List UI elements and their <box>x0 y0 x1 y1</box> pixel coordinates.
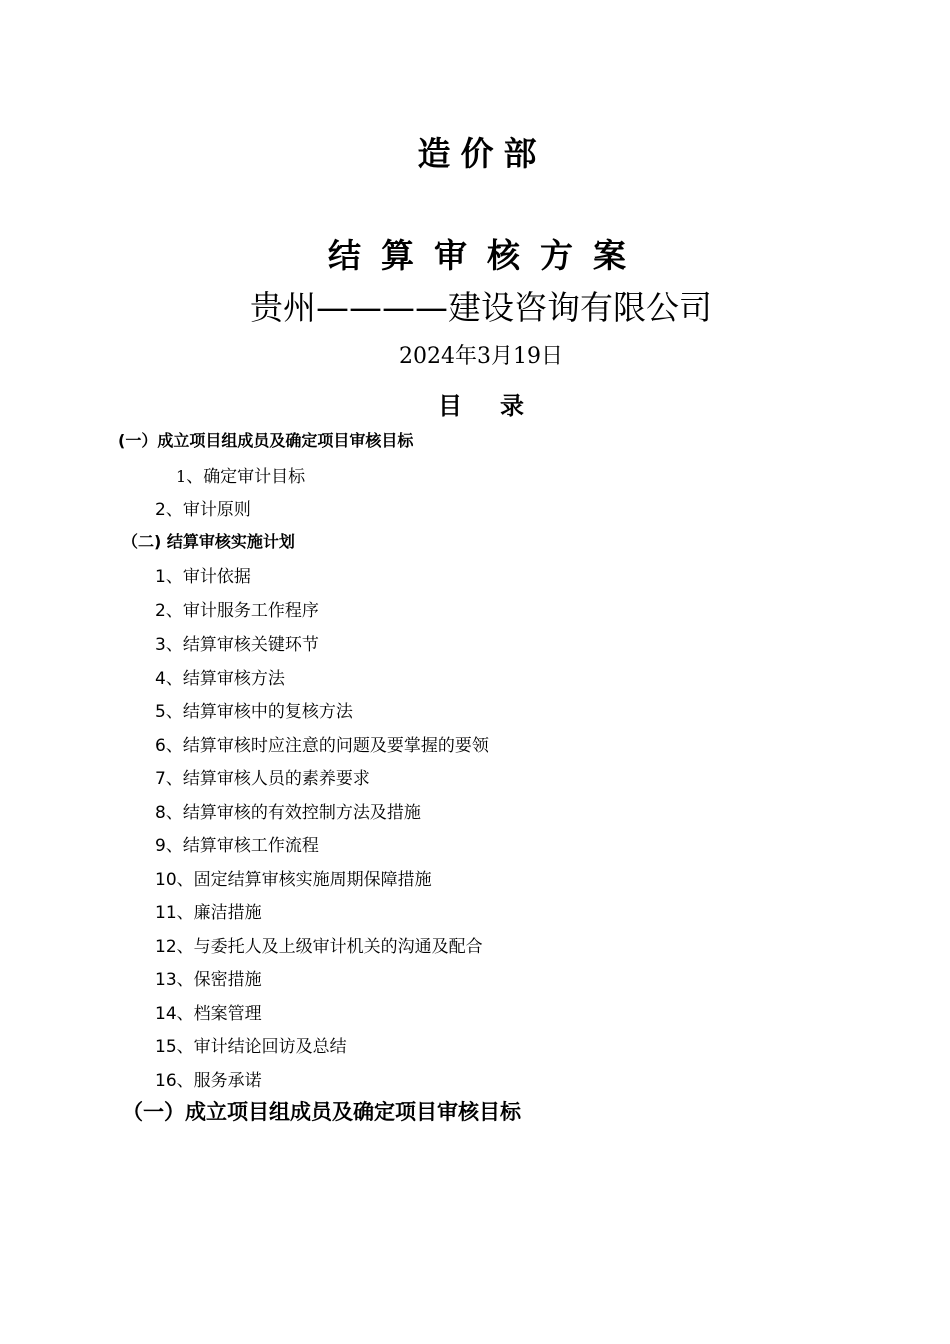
toc-item-number: 15 <box>155 1037 177 1057</box>
toc-item-2-16[interactable] <box>155 1066 262 1091</box>
toc-item-number: 11 <box>155 903 177 923</box>
toc-item-text: 保密措施 <box>193 970 262 990</box>
toc-item-text: 固定结算审核实施周期保障措施 <box>193 870 432 890</box>
toc-item-1-2[interactable] <box>155 495 251 520</box>
toc-item-2-15[interactable] <box>155 1032 347 1057</box>
toc-item-separator: 、 <box>176 870 194 890</box>
toc-item-number: 1 <box>176 467 187 486</box>
toc-item-2-11[interactable] <box>155 898 262 923</box>
document-date: 2024年3月19日 <box>399 344 563 369</box>
toc-item-separator: 、 <box>176 1004 194 1024</box>
toc-item-text: 审计结论回访及总结 <box>193 1037 347 1057</box>
toc-item-1-1[interactable] <box>176 462 305 487</box>
toc-item-text: 审计原则 <box>182 500 251 520</box>
toc-item-number: 1 <box>155 567 166 587</box>
toc-item-text: 结算审核人员的素养要求 <box>182 769 370 789</box>
toc-item-separator: 、 <box>165 635 183 655</box>
department-title: 造价部 <box>417 134 547 173</box>
toc-item-2-13[interactable] <box>155 965 262 990</box>
toc-item-number: 16 <box>155 1071 177 1091</box>
toc-item-2-9[interactable] <box>155 831 319 856</box>
toc-heading: 目录 <box>438 392 562 420</box>
toc-item-separator: 、 <box>176 1037 194 1057</box>
toc-item-2-8[interactable] <box>155 798 421 823</box>
toc-item-number: 7 <box>155 769 166 789</box>
toc-item-2-3[interactable] <box>155 630 319 655</box>
toc-item-number: 13 <box>155 970 177 990</box>
toc-item-separator: 、 <box>176 1071 194 1091</box>
toc-item-text: 服务承诺 <box>193 1071 262 1091</box>
toc-item-2-5[interactable] <box>155 697 353 722</box>
toc-item-separator: 、 <box>165 601 183 621</box>
toc-item-text: 结算审核关键环节 <box>182 635 319 655</box>
toc-item-separator: 、 <box>165 736 183 756</box>
toc-item-2-6[interactable] <box>155 731 489 756</box>
toc-item-separator: 、 <box>186 467 204 487</box>
toc-item-number: 6 <box>155 736 166 756</box>
toc-item-text: 廉洁措施 <box>193 903 262 923</box>
body-section-heading: （一）成立项目组成员及确定项目审核目标 <box>122 1100 521 1124</box>
toc-item-2-10[interactable] <box>155 865 432 890</box>
toc-item-2-7[interactable] <box>155 764 370 789</box>
document-title: 结算审核方案 <box>328 236 646 275</box>
toc-item-number: 10 <box>155 870 177 890</box>
company-name: 贵州————建设咨询有限公司 <box>250 288 712 327</box>
toc-item-2-1[interactable] <box>155 562 251 587</box>
toc-item-number: 9 <box>155 836 166 856</box>
toc-item-text: 结算审核方法 <box>182 669 285 689</box>
toc-item-number: 2 <box>155 601 166 621</box>
toc-item-number: 3 <box>155 635 166 655</box>
toc-section-1[interactable]: (一）成立项目组成员及确定项目审核目标 <box>118 431 414 450</box>
toc-item-2-2[interactable] <box>155 596 319 621</box>
toc-item-separator: 、 <box>176 970 194 990</box>
toc-item-number: 5 <box>155 702 166 722</box>
toc-item-separator: 、 <box>176 903 194 923</box>
toc-item-number: 12 <box>155 937 177 957</box>
toc-item-separator: 、 <box>165 836 183 856</box>
toc-item-2-12[interactable] <box>155 932 483 957</box>
toc-section-2[interactable]: （二) 结算审核实施计划 <box>122 532 295 551</box>
toc-item-number: 2 <box>155 500 166 520</box>
toc-item-separator: 、 <box>165 769 183 789</box>
toc-item-text: 审计依据 <box>182 567 251 587</box>
toc-item-separator: 、 <box>165 803 183 823</box>
toc-item-text: 结算审核工作流程 <box>182 836 319 856</box>
toc-item-2-14[interactable] <box>155 999 262 1024</box>
toc-item-text: 结算审核的有效控制方法及措施 <box>182 803 421 823</box>
toc-item-text: 与委托人及上级审计机关的沟通及配合 <box>193 937 483 957</box>
toc-item-separator: 、 <box>165 567 183 587</box>
toc-item-separator: 、 <box>165 702 183 722</box>
toc-item-text: 结算审核时应注意的问题及要掌握的要领 <box>182 736 489 756</box>
toc-item-2-4[interactable] <box>155 664 285 689</box>
toc-item-text: 确定审计目标 <box>203 467 306 487</box>
toc-item-text: 审计服务工作程序 <box>182 601 319 621</box>
toc-item-text: 结算审核中的复核方法 <box>182 702 353 722</box>
toc-item-text: 档案管理 <box>193 1004 262 1024</box>
toc-item-separator: 、 <box>176 937 194 957</box>
toc-item-separator: 、 <box>165 500 183 520</box>
toc-item-number: 4 <box>155 669 166 689</box>
toc-item-number: 14 <box>155 1004 177 1024</box>
toc-item-separator: 、 <box>165 669 183 689</box>
toc-item-number: 8 <box>155 803 166 823</box>
